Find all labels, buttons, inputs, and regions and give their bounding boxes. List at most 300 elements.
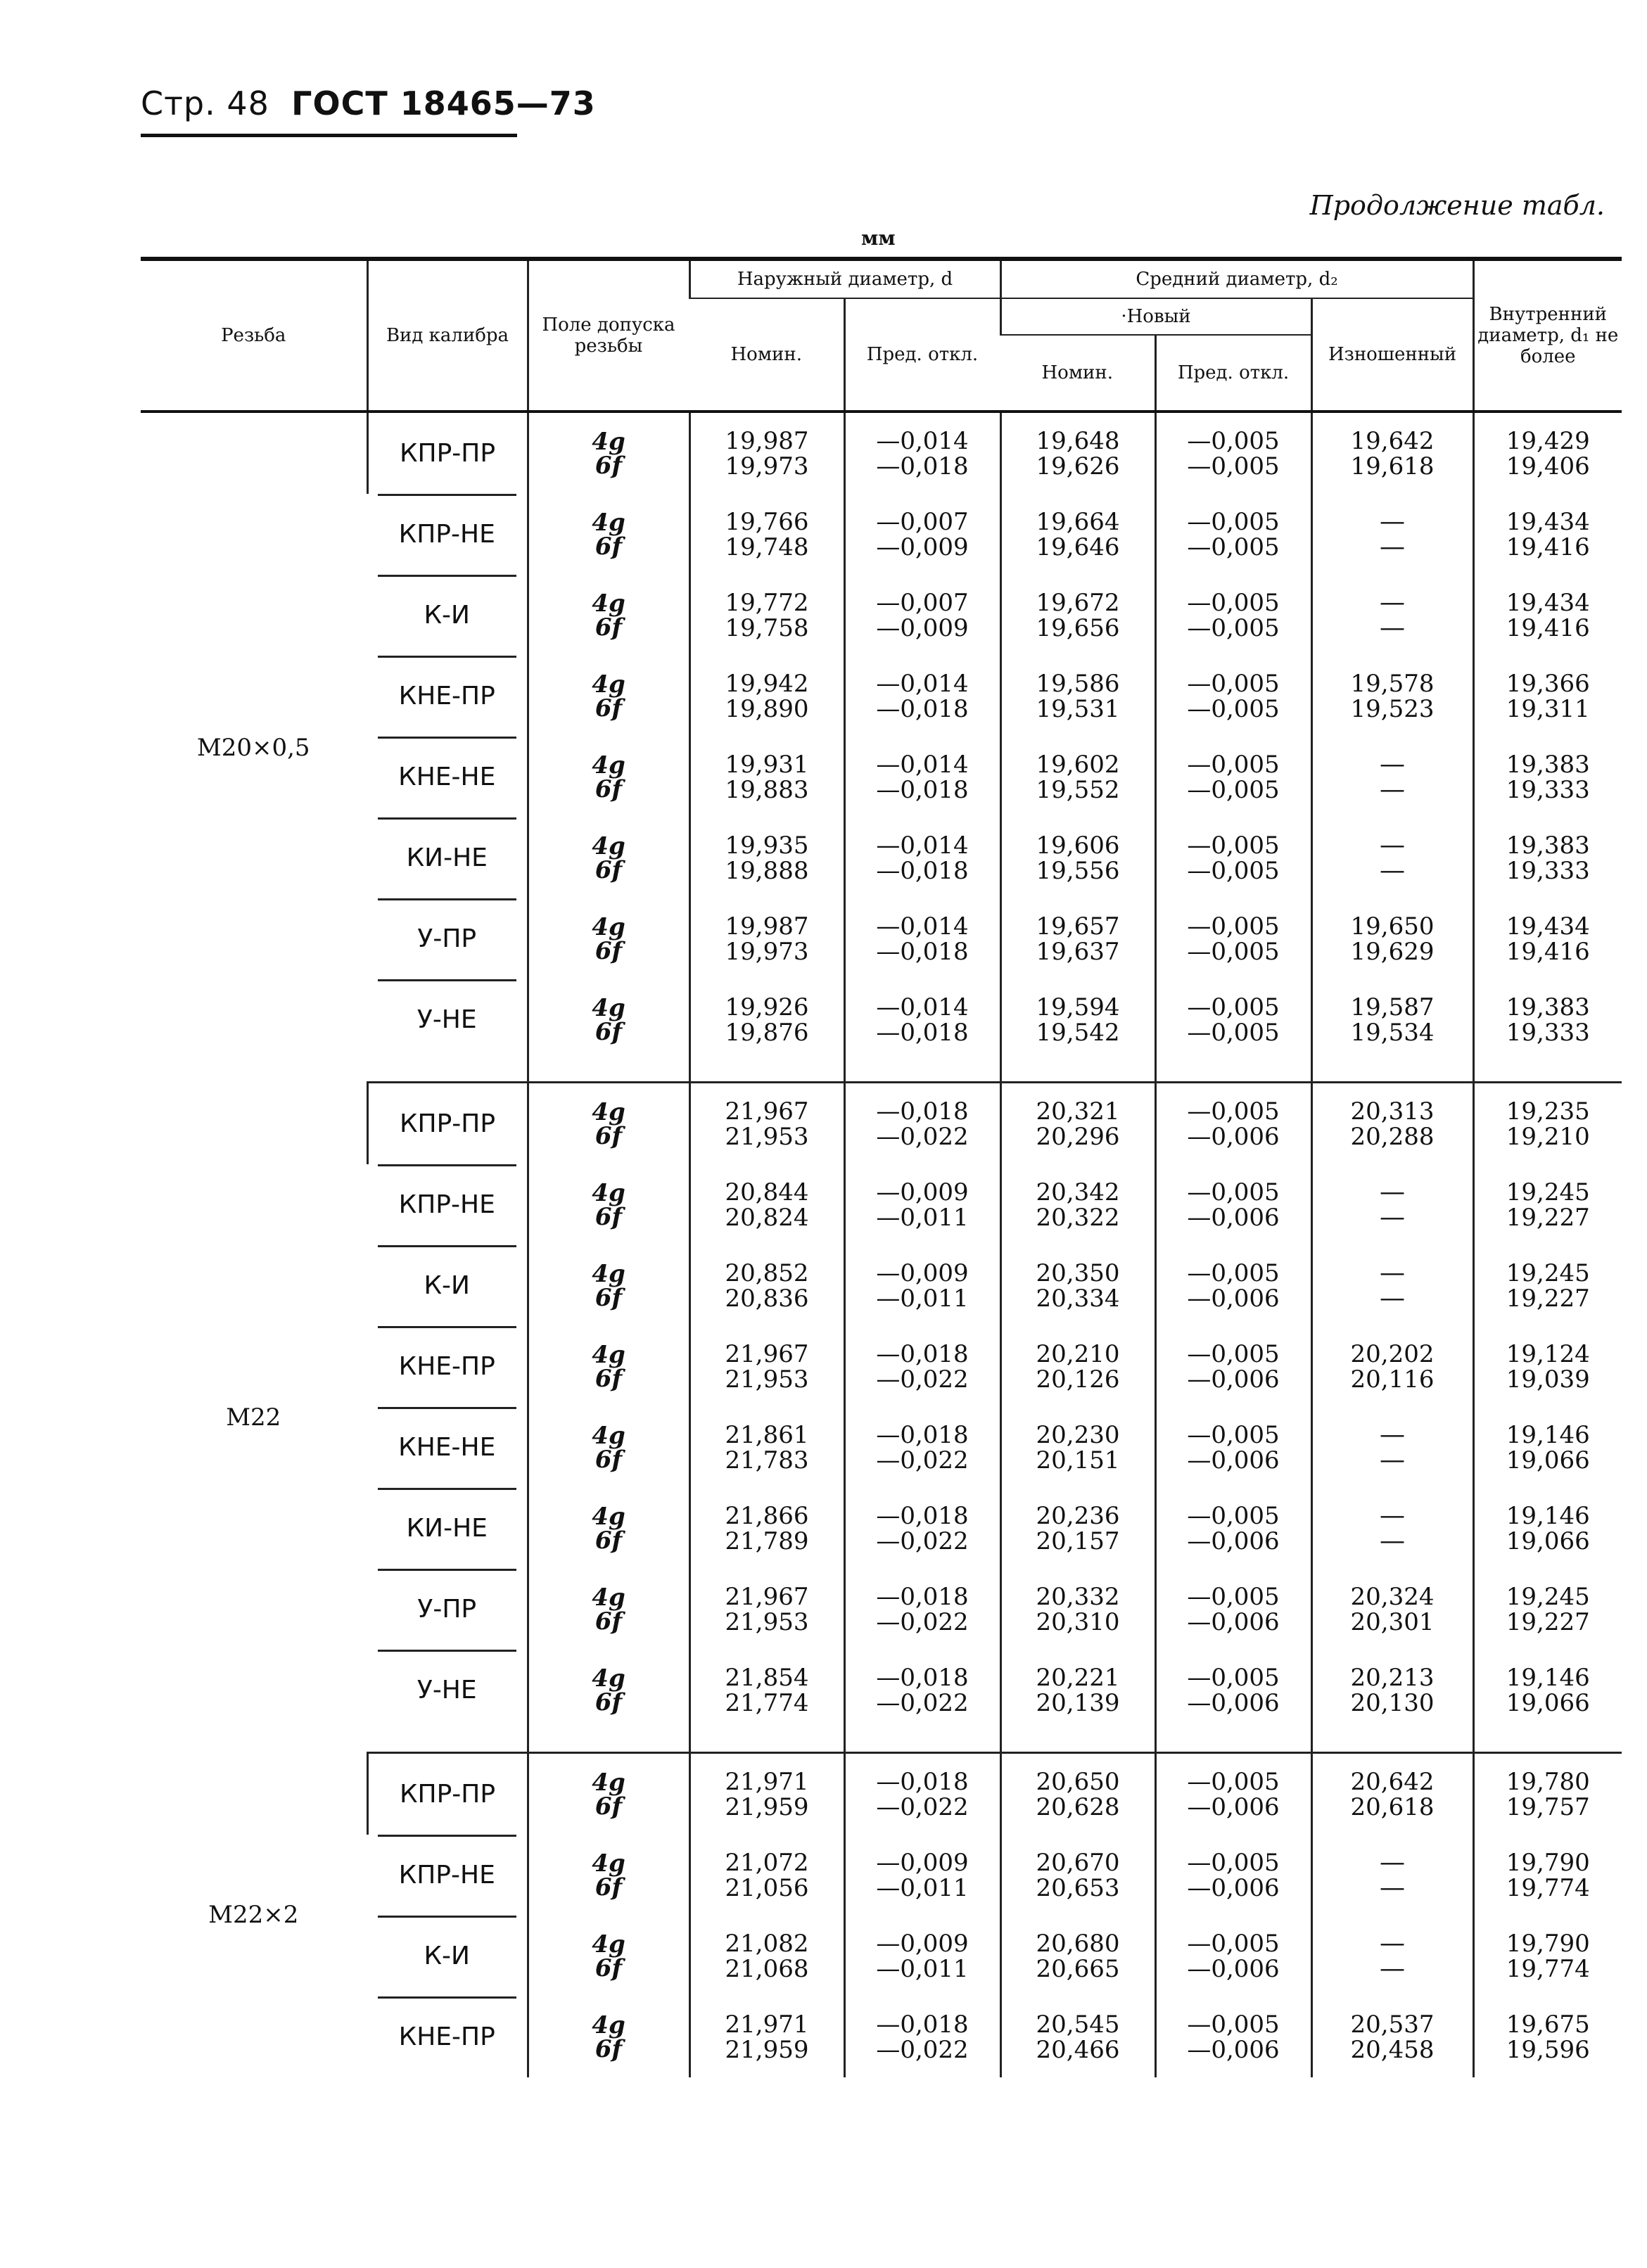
cell-value: 19,973: [725, 937, 809, 966]
tolerance-field-cell: [528, 494, 689, 575]
cell-value: 20,151: [1036, 1446, 1120, 1474]
separator-cell: [367, 1731, 528, 1753]
outer-nominal-cell: [689, 737, 844, 817]
cell-value: 19,227: [1506, 1203, 1590, 1232]
inner-diameter-cell: [1473, 979, 1622, 1060]
cell-value: —0,006: [1187, 1446, 1280, 1474]
outer-limit-dev-cell: [844, 1164, 1000, 1245]
tolerance-field-cell: [528, 1650, 689, 1731]
cell-value: 19,931: [725, 750, 809, 779]
cell-value: 19,664: [1036, 507, 1120, 536]
cell-value: 19,596: [1506, 2035, 1590, 2064]
inner-diameter-cell: [1473, 575, 1622, 656]
cell-value: 20,680: [1036, 1929, 1120, 1958]
separator-cell: [528, 1731, 689, 1753]
cell-value: —0,014: [876, 750, 969, 779]
cell-value: 19,210: [1506, 1122, 1590, 1151]
cell-value: —0,005: [1187, 1339, 1280, 1368]
col-tolerance-field: Поле допуска резьбы: [528, 259, 689, 412]
cell-value: —0,018: [876, 1767, 969, 1796]
outer-limit-dev-cell: [844, 656, 1000, 737]
table-body: [141, 412, 1622, 2077]
cell-value: —0,005: [1187, 1178, 1280, 1206]
cell-value: —0,022: [876, 1688, 969, 1717]
cell-value: 20,321: [1036, 1097, 1120, 1126]
mid-limit-dev-cell: [1155, 1164, 1311, 1245]
tolerance-field-cell: [528, 817, 689, 898]
cell-value: —0,005: [1187, 993, 1280, 1021]
mid-nominal-cell: [1000, 979, 1155, 1060]
cell-value: 19,383: [1506, 750, 1590, 779]
cell-value: 19,587: [1350, 993, 1435, 1021]
cell-value: 19,333: [1506, 856, 1590, 885]
gauge-type-cell: КИ-НЕ: [367, 1488, 528, 1569]
cell-value: —0,005: [1187, 750, 1280, 779]
cell-value: 20,126: [1036, 1365, 1120, 1394]
cell-value: 19,556: [1036, 856, 1120, 885]
gauge-type-cell: КПР-ПР: [367, 1083, 528, 1165]
cell-value: 20,288: [1350, 1122, 1435, 1151]
gauge-type-cell: К-И: [367, 1916, 528, 1996]
worn-cell: [1311, 1916, 1473, 1996]
mid-nominal-cell: [1000, 1569, 1155, 1650]
cell-value: 19,790: [1506, 1929, 1590, 1958]
outer-nominal-cell: [689, 494, 844, 575]
inner-diameter-cell: [1473, 656, 1622, 737]
mid-limit-dev-cell: [1155, 412, 1311, 494]
cell-value: 20,824: [725, 1203, 809, 1232]
table-header: [141, 259, 1622, 412]
separator-cell: [1311, 1731, 1473, 1753]
tolerance-field-cell: [528, 412, 689, 494]
outer-limit-dev-cell: [844, 1407, 1000, 1488]
cell-value: 6f: [594, 532, 623, 561]
cell-value: 19,883: [725, 775, 809, 804]
outer-limit-dev-cell: [844, 1326, 1000, 1407]
continuation-note: Продолжение табл.: [1309, 190, 1605, 221]
cell-value: —0,005: [1187, 533, 1280, 561]
cell-value: —0,006: [1187, 1688, 1280, 1717]
gauge-type-cell: КНЕ-ПР: [367, 656, 528, 737]
outer-nominal-cell: [689, 979, 844, 1060]
cell-value: 4g: [592, 1583, 625, 1612]
cell-value: 19,629: [1350, 937, 1435, 966]
cell-value: —0,011: [876, 1203, 969, 1232]
gauge-type-cell: К-И: [367, 1245, 528, 1326]
cell-value: —: [1380, 749, 1405, 779]
col-thread: Резьба: [141, 259, 367, 412]
outer-limit-dev-cell: [844, 1916, 1000, 1996]
worn-cell: [1311, 575, 1473, 656]
tolerance-field-cell: [528, 1916, 689, 1996]
outer-nominal-cell: [689, 1753, 844, 1835]
cell-value: —0,009: [876, 1929, 969, 1958]
cell-value: 20,334: [1036, 1284, 1120, 1313]
separator-cell: [1473, 1731, 1622, 1753]
cell-value: 6f: [594, 1607, 623, 1636]
outer-limit-dev-cell: [844, 898, 1000, 979]
inner-diameter-cell: [1473, 1083, 1622, 1165]
cell-value: 19,942: [725, 669, 809, 698]
cell-value: 21,959: [725, 1792, 809, 1821]
cell-value: —0,014: [876, 912, 969, 941]
cell-value: —: [1380, 1847, 1405, 1877]
cell-value: 19,245: [1506, 1582, 1590, 1611]
cell-value: 6f: [594, 1873, 623, 1901]
cell-value: 19,926: [725, 993, 809, 1021]
cell-value: 19,766: [725, 507, 809, 536]
tolerance-field-cell: [528, 1753, 689, 1835]
gauge-type-cell: КНЕ-НЕ: [367, 1407, 528, 1488]
cell-value: 19,642: [1350, 426, 1435, 455]
cell-value: —0,022: [876, 1607, 969, 1636]
cell-value: 6f: [594, 1445, 623, 1474]
cell-value: 4g: [592, 993, 625, 1022]
separator-cell: [844, 1731, 1000, 1753]
cell-value: 19,333: [1506, 1018, 1590, 1047]
outer-limit-dev-cell: [844, 1245, 1000, 1326]
inner-diameter-cell: [1473, 1916, 1622, 1996]
cell-value: —: [1380, 855, 1405, 885]
mid-limit-dev-cell: [1155, 1407, 1311, 1488]
cell-value: 19,534: [1350, 1018, 1435, 1047]
cell-value: —: [1380, 507, 1405, 536]
separator-cell: [367, 1060, 528, 1083]
cell-value: 21,072: [725, 1848, 809, 1877]
outer-limit-dev-cell: [844, 494, 1000, 575]
cell-value: 20,230: [1036, 1420, 1120, 1449]
cell-value: —0,022: [876, 2035, 969, 2064]
cell-value: 6f: [594, 1526, 623, 1555]
inner-diameter-cell: [1473, 737, 1622, 817]
inner-diameter-cell: [1473, 1996, 1622, 2077]
mid-limit-dev-cell: [1155, 1083, 1311, 1165]
cell-value: 19,429: [1506, 426, 1590, 455]
cell-value: 21,789: [725, 1527, 809, 1555]
cell-value: 19,626: [1036, 452, 1120, 480]
cell-value: 19,876: [725, 1018, 809, 1047]
cell-value: 20,301: [1350, 1607, 1435, 1636]
inner-diameter-cell: [1473, 1326, 1622, 1407]
separator-cell: [1000, 1060, 1155, 1083]
mid-nominal-cell: [1000, 898, 1155, 979]
cell-value: 4g: [592, 1178, 625, 1207]
cell-value: —0,005: [1187, 775, 1280, 804]
cell-value: 4g: [592, 1502, 625, 1531]
cell-value: —0,006: [1187, 2035, 1280, 2064]
worn-cell: [1311, 1245, 1473, 1326]
inner-diameter-cell: [1473, 1245, 1622, 1326]
cell-value: 19,586: [1036, 669, 1120, 698]
worn-cell: [1311, 1164, 1473, 1245]
cell-value: —0,022: [876, 1792, 969, 1821]
worn-cell: [1311, 1407, 1473, 1488]
col-outer-nominal: Номин.: [689, 298, 844, 412]
outer-nominal-cell: [689, 817, 844, 898]
cell-value: 20,836: [725, 1284, 809, 1313]
page-header: [141, 84, 596, 122]
cell-value: —0,005: [1187, 856, 1280, 885]
cell-value: 19,657: [1036, 912, 1120, 941]
cell-value: 20,313: [1350, 1097, 1435, 1126]
cell-value: 4g: [592, 2011, 625, 2039]
page-title: [141, 84, 596, 122]
mid-limit-dev-cell: [1155, 1996, 1311, 2077]
cell-value: 19,245: [1506, 1259, 1590, 1287]
mid-limit-dev-cell: [1155, 1326, 1311, 1407]
cell-value: —0,006: [1187, 1954, 1280, 1983]
thread-cell: M22×2: [208, 1901, 299, 1930]
mid-nominal-cell: [1000, 817, 1155, 898]
mid-nominal-cell: [1000, 1916, 1155, 1996]
cell-value: 19,774: [1506, 1873, 1590, 1902]
cell-value: 19,987: [725, 426, 809, 455]
cell-value: 4g: [592, 427, 625, 456]
cell-value: 19,416: [1506, 937, 1590, 966]
cell-value: 21,783: [725, 1446, 809, 1474]
cell-value: 19,675: [1506, 2010, 1590, 2039]
cell-value: 6f: [594, 1954, 623, 1982]
cell-value: 19,066: [1506, 1527, 1590, 1555]
cell-value: —0,018: [876, 452, 969, 480]
cell-value: 4g: [592, 1340, 625, 1369]
outer-nominal-cell: [689, 1650, 844, 1731]
col-mid-limit-dev: Пред. откл.: [1155, 335, 1311, 412]
cell-value: 4g: [592, 1849, 625, 1878]
cell-value: 20,210: [1036, 1339, 1120, 1368]
cell-value: —0,005: [1187, 937, 1280, 966]
cell-value: —0,005: [1187, 1018, 1280, 1047]
cell-value: 6f: [594, 775, 623, 803]
outer-nominal-cell: [689, 1164, 844, 1245]
mid-nominal-cell: [1000, 1326, 1155, 1407]
thread-cell: M22: [226, 1403, 281, 1432]
cell-value: 19,656: [1036, 613, 1120, 642]
cell-value: 19,542: [1036, 1018, 1120, 1047]
cell-value: —0,005: [1187, 1848, 1280, 1877]
worn-cell: [1311, 1326, 1473, 1407]
cell-value: 19,790: [1506, 1848, 1590, 1877]
col-mid-nominal: Номин.: [1000, 335, 1155, 412]
cell-value: 19,772: [725, 588, 809, 617]
cell-value: 19,935: [725, 831, 809, 860]
cell-value: —0,005: [1187, 1501, 1280, 1530]
cell-value: —0,018: [876, 856, 969, 885]
cell-value: —0,005: [1187, 588, 1280, 617]
cell-value: 19,890: [725, 694, 809, 723]
cell-value: 21,953: [725, 1365, 809, 1394]
cell-value: —0,009: [876, 1848, 969, 1877]
cell-value: 19,434: [1506, 507, 1590, 536]
mid-limit-dev-cell: [1155, 656, 1311, 737]
outer-nominal-cell: [689, 1326, 844, 1407]
cell-value: 20,650: [1036, 1767, 1120, 1796]
cell-value: 21,967: [725, 1582, 809, 1611]
inner-diameter-cell: [1473, 1753, 1622, 1835]
cell-value: 20,350: [1036, 1259, 1120, 1287]
cell-value: —: [1380, 1526, 1405, 1555]
cell-value: 21,774: [725, 1688, 809, 1717]
tolerance-field-cell: [528, 898, 689, 979]
inner-diameter-cell: [1473, 1569, 1622, 1650]
mid-nominal-cell: [1000, 575, 1155, 656]
cell-value: 19,672: [1036, 588, 1120, 617]
cell-value: 20,324: [1350, 1582, 1435, 1611]
mid-limit-dev-cell: [1155, 494, 1311, 575]
outer-nominal-cell: [689, 1245, 844, 1326]
cell-value: 19,646: [1036, 533, 1120, 561]
cell-value: 20,332: [1036, 1582, 1120, 1611]
cell-value: 19,602: [1036, 750, 1120, 779]
cell-value: 20,852: [725, 1259, 809, 1287]
cell-value: —: [1380, 1202, 1405, 1232]
cell-value: —0,005: [1187, 912, 1280, 941]
cell-value: 19,235: [1506, 1097, 1590, 1126]
cell-value: —0,009: [876, 1178, 969, 1206]
worn-cell: [1311, 817, 1473, 898]
mid-limit-dev-cell: [1155, 1488, 1311, 1569]
outer-nominal-cell: [689, 1407, 844, 1488]
cell-value: —0,022: [876, 1365, 969, 1394]
mid-limit-dev-cell: [1155, 1569, 1311, 1650]
cell-value: 19,748: [725, 533, 809, 561]
cell-value: —0,009: [876, 533, 969, 561]
mid-nominal-cell: [1000, 1407, 1155, 1488]
mid-limit-dev-cell: [1155, 1650, 1311, 1731]
mid-nominal-cell: [1000, 737, 1155, 817]
cell-value: 4g: [592, 751, 625, 779]
tolerance-field-cell: [528, 737, 689, 817]
cell-value: 20,665: [1036, 1954, 1120, 1983]
cell-value: —0,005: [1187, 1929, 1280, 1958]
mid-nominal-cell: [1000, 1488, 1155, 1569]
cell-value: —: [1380, 1258, 1405, 1287]
cell-value: 6f: [594, 1283, 623, 1312]
cell-value: 4g: [592, 832, 625, 860]
cell-value: 6f: [594, 613, 623, 642]
cell-value: 19,227: [1506, 1284, 1590, 1313]
cell-value: 19,039: [1506, 1365, 1590, 1394]
cell-value: —: [1380, 1928, 1405, 1958]
cell-value: —0,006: [1187, 1607, 1280, 1636]
mid-limit-dev-cell: [1155, 1835, 1311, 1916]
outer-nominal-cell: [689, 1835, 844, 1916]
document-code: ГОСТ 18465—73: [291, 84, 596, 122]
outer-limit-dev-cell: [844, 1569, 1000, 1650]
cell-value: 19,383: [1506, 993, 1590, 1021]
cell-value: 20,157: [1036, 1527, 1120, 1555]
cell-value: —0,014: [876, 993, 969, 1021]
cell-value: 6f: [594, 694, 623, 722]
separator-cell: [1473, 1060, 1622, 1083]
cell-value: 21,861: [725, 1420, 809, 1449]
worn-cell: [1311, 737, 1473, 817]
cell-value: 20,322: [1036, 1203, 1120, 1232]
cell-value: 21,866: [725, 1501, 809, 1530]
gauge-type-cell: У-НЕ: [367, 979, 528, 1060]
cell-value: 6f: [594, 1202, 623, 1231]
cell-value: 19,606: [1036, 831, 1120, 860]
mid-limit-dev-cell: [1155, 1753, 1311, 1835]
cell-value: —0,018: [876, 1097, 969, 1126]
cell-value: 20,221: [1036, 1663, 1120, 1692]
cell-value: —0,018: [876, 775, 969, 804]
cell-value: 20,202: [1350, 1339, 1435, 1368]
outer-limit-dev-cell: [844, 412, 1000, 494]
outer-limit-dev-cell: [844, 737, 1000, 817]
worn-cell: [1311, 979, 1473, 1060]
separator-cell: [1000, 1731, 1155, 1753]
mid-nominal-cell: [1000, 1835, 1155, 1916]
col-pitch-diameter: Средний диаметр, d₂: [1000, 259, 1473, 298]
outer-nominal-cell: [689, 412, 844, 494]
col-outer-diameter: Наружный диаметр, d: [689, 259, 1000, 298]
cell-value: 19,406: [1506, 452, 1590, 480]
table-row: [141, 412, 1622, 494]
cell-value: —0,014: [876, 669, 969, 698]
cell-value: 21,953: [725, 1607, 809, 1636]
cell-value: —0,018: [876, 937, 969, 966]
worn-cell: [1311, 898, 1473, 979]
inner-diameter-cell: [1473, 1835, 1622, 1916]
cell-value: —0,005: [1187, 669, 1280, 698]
cell-value: —0,018: [876, 1420, 969, 1449]
mid-nominal-cell: [1000, 494, 1155, 575]
cell-value: 6f: [594, 936, 623, 965]
gauge-type-cell: КПР-НЕ: [367, 1164, 528, 1245]
cell-value: 20,670: [1036, 1848, 1120, 1877]
outer-nominal-cell: [689, 575, 844, 656]
worn-cell: [1311, 494, 1473, 575]
cell-value: 19,146: [1506, 1420, 1590, 1449]
cell-value: 20,342: [1036, 1178, 1120, 1206]
separator-cell: [1155, 1060, 1311, 1083]
outer-nominal-cell: [689, 898, 844, 979]
cell-value: —0,011: [876, 1954, 969, 1983]
cell-value: —: [1380, 613, 1405, 642]
cell-value: —: [1380, 532, 1405, 561]
tolerance-field-cell: [528, 1164, 689, 1245]
outer-nominal-cell: [689, 1083, 844, 1165]
thread-cell: M20×0,5: [196, 733, 310, 762]
gauge-type-cell: КНЕ-ПР: [367, 1326, 528, 1407]
mid-nominal-cell: [1000, 1245, 1155, 1326]
gauge-type-cell: КНЕ-НЕ: [367, 737, 528, 817]
outer-nominal-cell: [689, 656, 844, 737]
outer-nominal-cell: [689, 1569, 844, 1650]
cell-value: 19,578: [1350, 669, 1435, 698]
cell-value: 20,466: [1036, 2035, 1120, 2064]
cell-value: —0,018: [876, 1582, 969, 1611]
cell-value: 21,967: [725, 1097, 809, 1126]
mid-limit-dev-cell: [1155, 575, 1311, 656]
cell-value: 6f: [594, 2034, 623, 2063]
cell-value: 19,434: [1506, 912, 1590, 941]
cell-value: 19,637: [1036, 937, 1120, 966]
cell-value: 20,844: [725, 1178, 809, 1206]
cell-value: —0,006: [1187, 1792, 1280, 1821]
cell-value: 20,310: [1036, 1607, 1120, 1636]
cell-value: 21,953: [725, 1122, 809, 1151]
gauge-type-cell: КПР-ПР: [367, 412, 528, 494]
cell-value: —0,022: [876, 1122, 969, 1151]
gauge-type-cell: У-ПР: [367, 1569, 528, 1650]
gauge-type-cell: КНЕ-ПР: [367, 1996, 528, 2077]
cell-value: 19,618: [1350, 452, 1435, 480]
cell-value: —: [1380, 1501, 1405, 1530]
cell-value: —: [1380, 830, 1405, 860]
cell-value: 20,642: [1350, 1767, 1435, 1796]
